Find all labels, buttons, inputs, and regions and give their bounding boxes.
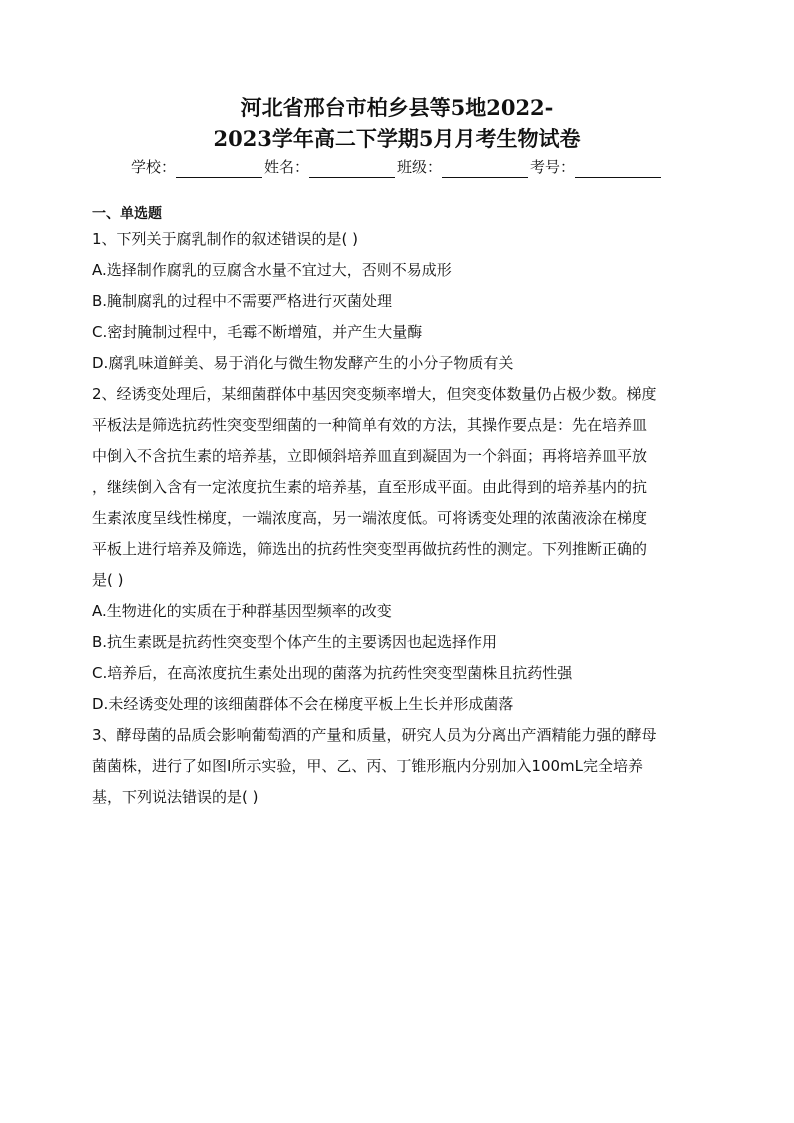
name-blank	[309, 162, 395, 178]
class-field	[397, 156, 530, 178]
section-heading: 一、单选题	[92, 206, 162, 222]
question-text-line: ，继续倒入含有一定浓度抗生素的培养基，直至形成平面。由此得到的培养基内的抗	[92, 478, 648, 496]
school-blank	[176, 162, 262, 178]
question-text-line: 平板上进行培养及筛选，筛选出的抗药性突变型再做抗药性的测定。下列推断正确的	[92, 540, 648, 558]
option-a: A.生物进化的实质在于种群基因型频率的改变	[92, 602, 392, 620]
question-text-line: 1、下列关于腐乳制作的叙述错误的是( )	[92, 230, 359, 248]
student-info-row	[92, 156, 702, 178]
option-b: B.抗生素既是抗药性突变型个体产生的主要诱因也起选择作用	[92, 633, 498, 651]
question-text-line: 生素浓度呈线性梯度，一端浓度高，另一端浓度低。可将诱变处理的浓菌液涂在梯度	[92, 509, 648, 527]
exam-number-blank	[575, 162, 661, 178]
page-title	[92, 92, 702, 154]
name-field	[264, 156, 397, 178]
class-blank	[442, 162, 528, 178]
option-c: C.密封腌制过程中，毛霉不断增殖，并产生大量酶	[92, 323, 423, 341]
school-field	[131, 156, 264, 178]
exam-number-field	[530, 156, 663, 178]
school-label: 学校：	[130, 158, 176, 176]
option-d: D.未经诱变处理的该细菌群体不会在梯度平板上生长并形成菌落	[92, 695, 514, 713]
title-line-1: 河北省邢台市柏乡县等5地2022-	[240, 95, 554, 120]
name-label: 姓名：	[263, 158, 309, 176]
question-text-line: 中倒入不含抗生素的培养基，立即倾斜培养皿直到凝固为一个斜面；再将培养皿平放	[92, 447, 648, 465]
title-line-2: 2023学年高二下学期5月月考生物试卷	[213, 126, 581, 151]
question-text-line: 是( )	[92, 571, 124, 589]
question-text-line: 2、经诱变处理后，某细菌群体中基因突变频率增大，但突变体数量仍占极少数。梯度	[92, 385, 657, 403]
question-text-line: 基，下列说法错误的是( )	[92, 788, 259, 806]
option-c: C.培养后，在高浓度抗生素处出现的菌落为抗药性突变型菌株且抗药性强	[92, 664, 573, 682]
question-text-line: 菌菌株，进行了如图Ⅰ所示实验，甲、乙、丙、丁锥形瓶内分别加入100mL完全培养	[92, 757, 644, 775]
exam-number-label: 考号：	[530, 158, 576, 176]
question-1	[92, 224, 702, 379]
class-label: 班级：	[397, 158, 443, 176]
question-2	[92, 379, 702, 720]
option-a: A.选择制作腐乳的豆腐含水量不宜过大，否则不易成形	[92, 261, 452, 279]
option-b: B.腌制腐乳的过程中不需要严格进行灭菌处理	[92, 292, 393, 310]
option-d: D.腐乳味道鲜美、易于消化与微生物发酵产生的小分子物质有关	[92, 354, 514, 372]
question-text-line: 3、酵母菌的品质会影响葡萄酒的产量和质量，研究人员为分离出产酒精能力强的酵母	[92, 726, 657, 744]
question-3	[92, 720, 702, 813]
question-text-line: 平板法是筛选抗药性突变型细菌的一种简单有效的方法，其操作要点是：先在培养皿	[92, 416, 648, 434]
